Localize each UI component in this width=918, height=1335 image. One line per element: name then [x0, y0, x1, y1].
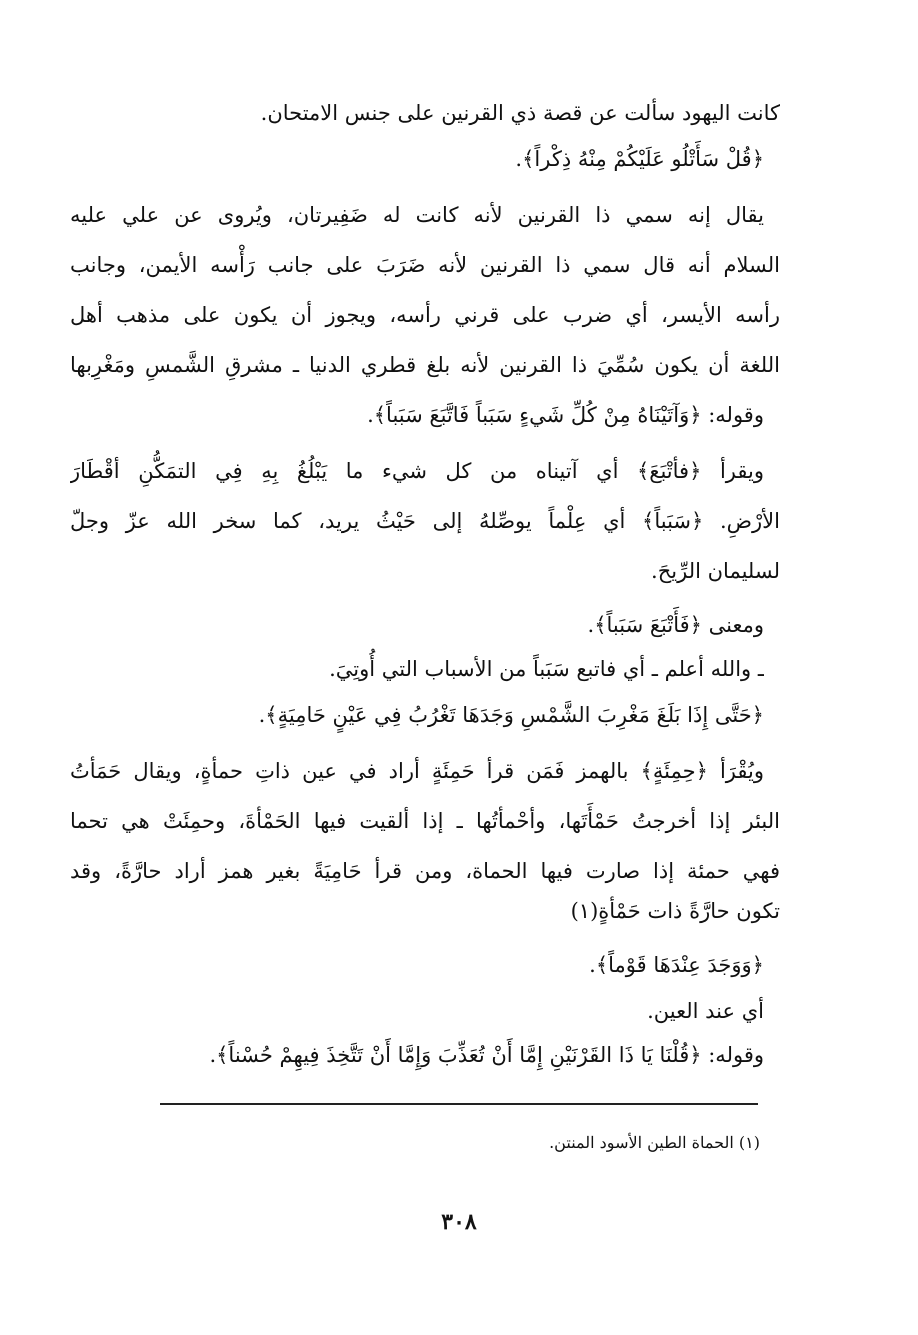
text-line-4: السلام أنه قال سمي ذا القرنين لأنه ضَرَبَ على جانب رَأْسه الأيمن، وجانب	[70, 253, 780, 277]
text-line-19: أي عند العين.	[647, 999, 764, 1023]
quran-verse-line-18: ﴿وَوَجَدَ عِنْدَهَا قَوْماً﴾.	[589, 953, 764, 977]
text-line-17: تكون حارَّةً ذات حَمْأةٍ(١)	[570, 899, 780, 923]
quran-verse-line-2: ﴿قُلْ سَأَتْلُو عَلَيْكُمْ مِنْهُ ذِكْراً﴾.	[515, 147, 764, 171]
text-line-5: رأسه الأيسر، أي ضرب على قرني رأسه، ويجوز أن يكون على مذهب أهل	[70, 303, 780, 327]
text-line-12: ـ والله أعلم ـ أي فاتبع سَبَباً من الأسباب التي أُوتِيَ.	[329, 657, 764, 681]
text-line-16: فهي حمئة إذا صارت فيها الحماة، ومن قرأ حَامِيَةً بغير همز أراد حارَّةً، وقد	[70, 859, 780, 883]
text-line-9: الأرْضِ. ﴿سَبَباً﴾ أي عِلْماً يوصِّلهُ إلى حَيْثُ يريد، كما سخر الله عزّ وجلّ	[70, 509, 780, 533]
quran-verse-line-13: ﴿حَتَّى إِذَا بَلَغَ مَغْرِبَ الشَّمْسِ وَجَدَهَا تَغْرُبُ فِي عَيْنٍ حَامِيَةٍ﴾.	[258, 703, 764, 727]
page-number: ٣٠٨	[441, 1209, 477, 1235]
text-line-6: اللغة أن يكون سُمِّيَ ذا القرنين لأنه بلغ قطري الدنيا ـ مشرقِ الشَّمسِ ومَغْرِبها	[70, 353, 780, 377]
text-line-8: ويقرأ ﴿فأتْبَعَ﴾ أي آتيناه من كل شيء ما يَبْلُغُ بِهِ فِي التمَكُّنِ أقْطَارَ	[70, 459, 764, 483]
text-line-3: يقال إنه سمي ذا القرنين لأنه كانت له ضَفِيرتان، ويُروى عن علي عليه	[70, 203, 764, 227]
footnote-separator	[160, 1103, 758, 1105]
text-line-7: وقوله: ﴿وَآتَيْنَاهُ مِنْ كُلِّ شَيءٍ سَبَباً فَاتَّبَعَ سَبَباً﴾.	[367, 403, 764, 427]
text-line-11: ومعنى ﴿فَأَتْبَعَ سَبَباً﴾.	[587, 613, 764, 637]
text-line-10: لسليمان الرِّيحَ.	[651, 559, 780, 583]
text-line-14: ويُقْرَأ ﴿حِمِئَةٍ﴾ بالهمز فَمَن قرأ حَمِئَةٍ أراد في عين ذاتِ حمأةٍ، ويقال حَمَأتُ	[70, 759, 764, 783]
text-line-20: وقوله: ﴿قُلْنَا يَا ذَا القَرْنَيْنِ إِمَّا أَنْ تُعَذِّبَ وَإِمَّا أَنْ تَتَّخِذَ فِيهِمْ حُسْناً﴾.	[209, 1043, 764, 1067]
text-line-1: كانت اليهود سألت عن قصة ذي القرنين على جنس الامتحان.	[260, 101, 780, 125]
footnote: (١) الحماة الطين الأسود المنتن.	[549, 1133, 760, 1152]
text-line-15: البئر إذا أخرجتُ حَمْأَتَها، وأحْمأتُها ـ إذا ألقيت فيها الحَمْأةَ، وحمِئَتْ هي تحما	[70, 809, 780, 833]
